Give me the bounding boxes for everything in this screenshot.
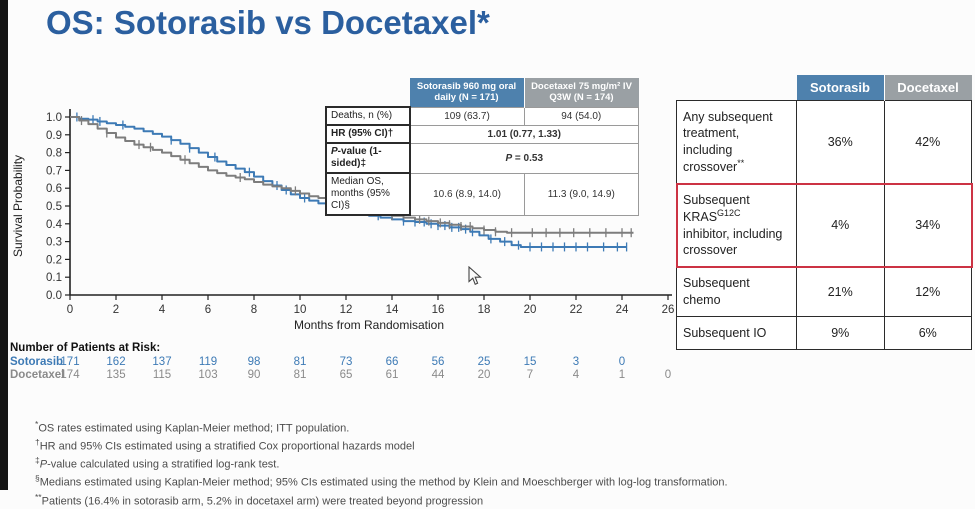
footnote-text: -value calculated using a stratified log-rank test.: [47, 458, 280, 471]
risk-count: 98: [247, 356, 261, 368]
x-tick-label: 10: [293, 304, 307, 316]
risk-row-docetaxel: [0, 369, 975, 382]
footnote-text: HR and 95% CIs estimated using a stratified Cox proportional hazards model: [39, 440, 415, 453]
subseq-col-header-docetaxel: Docetaxel: [884, 75, 972, 101]
stats-value: [410, 143, 639, 173]
subsequent-treatment-table: [676, 75, 972, 350]
risk-count: 103: [198, 369, 218, 381]
slide-left-edge-strip: [0, 0, 8, 490]
risk-count: 65: [339, 369, 353, 381]
subseq-corner-cell: [677, 75, 797, 101]
y-axis-label: Survival Probability: [11, 154, 25, 258]
italic-p: P: [39, 458, 48, 471]
risk-count: 115: [152, 369, 172, 381]
y-tick-label: 0.5: [46, 201, 62, 213]
stats-row-pvalue: [326, 143, 639, 173]
x-axis-label: Months from Randomisation: [293, 318, 445, 332]
risk-count: 56: [431, 356, 445, 368]
subseq-row-chemo: [677, 267, 972, 317]
stats-row-deaths: [326, 107, 639, 125]
risk-count: 81: [293, 369, 307, 381]
subseq-row-any-treatment: [677, 101, 972, 184]
stats-table: [325, 78, 639, 216]
y-tick-label: 0.8: [46, 147, 62, 160]
risk-count: 119: [198, 356, 218, 368]
risk-count: 1: [618, 369, 626, 381]
risk-count: 25: [477, 356, 491, 368]
subseq-value: 4%: [797, 184, 885, 267]
stats-col-header-sotorasib: Sotorasib 960 mg oral daily (N = 171): [410, 78, 525, 107]
stats-value: 10.6 (8.9, 14.0): [410, 173, 525, 215]
footnote: [35, 491, 728, 509]
risk-count: 171: [60, 356, 80, 368]
x-tick-label: 2: [112, 304, 120, 316]
x-tick-label: 6: [204, 304, 212, 316]
label-sup: **: [737, 157, 745, 168]
stats-row-label: Median OS, months (95% CI)§: [326, 173, 410, 215]
stats-header-row: [326, 78, 639, 107]
risk-count: 135: [106, 369, 126, 381]
x-tick-label: 16: [431, 304, 445, 316]
stats-value: 11.3 (9.0, 14.9): [524, 173, 639, 215]
risk-count: 4: [572, 369, 580, 381]
footnotes: [35, 418, 728, 509]
risk-row-sotorasib: [0, 356, 975, 369]
footnote-text: OS rates estimated using Kaplan-Meier method; ITT population.: [38, 422, 350, 435]
subseq-value: 9%: [797, 316, 885, 349]
risk-count: 3: [572, 356, 580, 368]
risk-table-title: Number of Patients at Risk:: [10, 342, 161, 354]
subseq-col-header-sotorasib: Sotorasib: [797, 75, 885, 101]
value-rest: = 0.53: [512, 152, 544, 164]
risk-count: 0: [618, 356, 626, 368]
subseq-value: 6%: [884, 316, 972, 349]
risk-count: 7: [526, 369, 534, 381]
y-tick-label: 0.1: [46, 272, 62, 285]
subseq-header-row: [677, 75, 972, 101]
risk-count: 174: [60, 369, 80, 381]
subseq-row-label: [677, 184, 797, 267]
y-tick-label: 0.4: [46, 218, 62, 231]
subseq-row-label: [677, 101, 797, 184]
x-tick-label: 12: [339, 304, 353, 316]
subseq-value: 36%: [797, 101, 885, 184]
x-tick-label: 22: [569, 304, 583, 316]
italic-p: P: [331, 146, 338, 158]
risk-count: 61: [385, 369, 399, 381]
risk-count: 81: [293, 356, 307, 368]
y-tick-label: 0.2: [46, 254, 62, 267]
stats-row-hr: [326, 125, 639, 143]
stats-col-header-docetaxel: Docetaxel 75 mg/m² IV Q3W (N = 174): [524, 78, 639, 107]
label-rest: -value (1-sided)‡: [331, 146, 382, 170]
y-tick-label: 0.6: [46, 183, 62, 196]
risk-count: 73: [339, 356, 353, 368]
footnote-text: Medians estimated using Kaplan-Meier method; 95% CIs estimated using the method by Klein and Moeschberger with log-log transformation.: [39, 477, 728, 490]
subseq-row-label: Subsequent IO: [677, 316, 797, 349]
stats-corner-cell: [326, 78, 410, 107]
stats-row-label: [326, 143, 410, 173]
risk-row-name: Sotorasib: [10, 356, 64, 368]
risk-row-name: Docetaxel: [10, 369, 65, 381]
stats-value: 94 (54.0): [524, 107, 639, 125]
risk-count: 44: [431, 369, 445, 381]
footnote: [35, 436, 728, 454]
stats-row-label: Deaths, n (%): [326, 107, 410, 125]
footnote: [35, 472, 728, 490]
y-tick-label: 1.0: [46, 112, 62, 124]
x-tick-label: 4: [158, 304, 166, 316]
y-tick-label: 0.9: [46, 129, 62, 142]
x-tick-label: 26: [661, 304, 675, 316]
italic-p: P: [505, 152, 513, 164]
footnote: [35, 454, 728, 472]
risk-count: 162: [106, 356, 126, 368]
y-tick-label: 0.0: [46, 290, 62, 302]
subseq-value: 21%: [797, 267, 885, 317]
label-text: Any subsequent treatment, including crossover: [683, 110, 773, 174]
footnote-marker: §: [35, 473, 40, 484]
label-text: inhibitor, including crossover: [683, 226, 783, 258]
risk-count: 0: [664, 369, 672, 381]
subseq-row-label: Subsequent chemo: [677, 267, 797, 317]
footnote-marker: ‡: [35, 455, 40, 466]
subseq-row-kras-inhibitor: [677, 184, 972, 267]
x-tick-label: 18: [477, 304, 491, 316]
x-tick-label: 20: [523, 304, 537, 316]
risk-count: 137: [152, 356, 172, 368]
subseq-value: 12%: [884, 267, 972, 317]
stats-row-median-os: [326, 173, 639, 215]
label-text: Subsequent KRAS: [683, 193, 750, 225]
risk-count: 15: [523, 356, 537, 368]
risk-count: 66: [385, 356, 399, 368]
label-sup: G12C: [717, 208, 741, 219]
x-tick-label: 24: [615, 304, 629, 316]
footnote-text: Patients (16.4% in sotorasib arm, 5.2% in docetaxel arm) were treated beyond progression: [41, 495, 484, 508]
mouse-cursor: [468, 266, 482, 286]
risk-count: 20: [477, 369, 491, 381]
subseq-row-io: [677, 316, 972, 349]
x-tick-label: 14: [385, 304, 399, 316]
y-tick-label: 0.7: [46, 165, 62, 178]
x-tick-label: 8: [250, 304, 258, 316]
risk-count: 90: [247, 369, 261, 381]
subseq-value: 34%: [884, 184, 972, 267]
footnote-marker: †: [35, 437, 40, 448]
page-title: OS: Sotorasib vs Docetaxel*: [46, 4, 490, 41]
subseq-value: 42%: [884, 101, 972, 184]
x-tick-label: 0: [66, 304, 74, 316]
stats-value: 1.01 (0.77, 1.33): [410, 125, 639, 143]
y-tick-label: 0.3: [46, 236, 62, 249]
footnote: [35, 418, 728, 436]
stats-value: 109 (63.7): [410, 107, 525, 125]
footnote-marker: *: [35, 419, 39, 429]
stats-row-label: HR (95% CI)†: [326, 125, 410, 143]
footnote-marker: **: [35, 491, 42, 502]
